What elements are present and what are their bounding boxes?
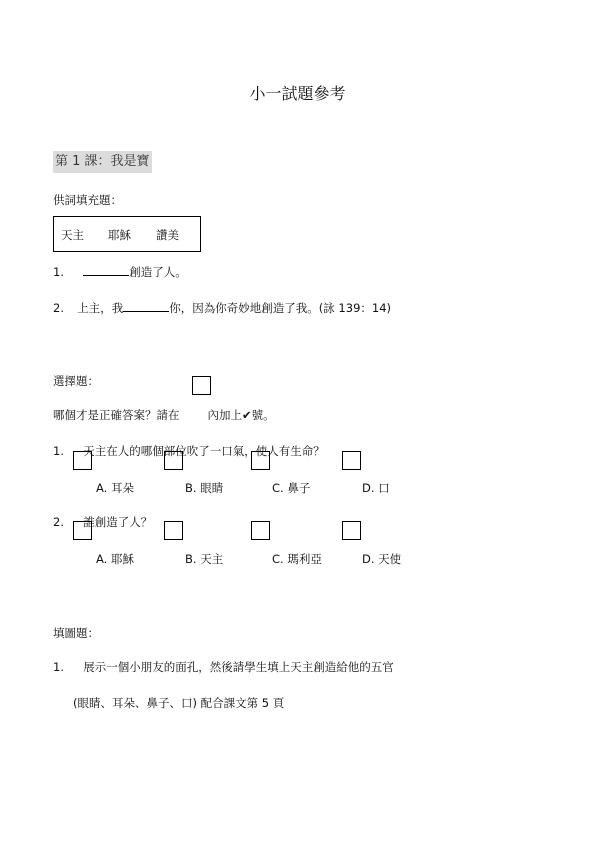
question-number: 1. bbox=[53, 265, 64, 279]
question-text: 展示一個小朋友的面孔，然後請學生填上天主創造給他的五官 bbox=[83, 660, 394, 674]
answer-blank[interactable] bbox=[123, 300, 169, 312]
answer-checkbox[interactable] bbox=[251, 451, 270, 470]
option-label: D. 天使 bbox=[362, 552, 402, 566]
drawing-question-1 bbox=[53, 659, 394, 675]
question-text: 創造了人。 bbox=[129, 265, 187, 279]
question-text: 誰創造了人？ bbox=[83, 515, 153, 529]
answer-checkbox[interactable] bbox=[73, 521, 92, 540]
drawing-note: (眼睛、耳朵、鼻子、口) 配合課文第 5 頁 bbox=[73, 696, 285, 710]
instruction-text: 內加上✔號。 bbox=[207, 408, 275, 422]
choice-question-2 bbox=[53, 514, 152, 530]
option-label: B. 天主 bbox=[185, 552, 224, 566]
answer-checkbox[interactable] bbox=[73, 451, 92, 470]
question-number: 1. bbox=[53, 444, 64, 458]
sample-checkbox bbox=[192, 376, 211, 395]
fill-section-heading: 供詞填充題： bbox=[53, 193, 122, 207]
question-number: 1. bbox=[53, 660, 64, 674]
choice-question-1 bbox=[53, 443, 325, 459]
lesson-heading: 第 1 課：我是寶 bbox=[53, 151, 152, 173]
instruction-text: 哪個才是正確答案？請在 bbox=[53, 408, 180, 422]
drawing-section-heading: 填圖題： bbox=[53, 626, 99, 640]
page-title: 小一試題參考 bbox=[249, 84, 346, 103]
choice-instruction bbox=[53, 407, 275, 423]
answer-checkbox[interactable] bbox=[164, 521, 183, 540]
fill-question-1 bbox=[53, 264, 187, 280]
option-label: A. 耳朵 bbox=[96, 481, 134, 495]
answer-checkbox[interactable] bbox=[251, 521, 270, 540]
option-label: A. 耶穌 bbox=[96, 552, 134, 566]
question-number: 2. bbox=[53, 301, 64, 315]
question-number: 2. bbox=[53, 515, 64, 529]
option-label: D. 口 bbox=[362, 481, 390, 495]
word-bank-item: 耶穌 bbox=[108, 228, 131, 242]
word-bank-item: 讚美 bbox=[156, 228, 179, 242]
word-bank-item: 天主 bbox=[61, 228, 84, 242]
question-text-after: 你，因為你奇妙地創造了我。(詠 139：14) bbox=[169, 301, 392, 315]
answer-blank[interactable] bbox=[83, 264, 129, 276]
question-text-before: 上主，我 bbox=[77, 301, 124, 315]
option-label: B. 眼睛 bbox=[185, 481, 224, 495]
answer-checkbox[interactable] bbox=[164, 451, 183, 470]
option-label: C. 瑪利亞 bbox=[272, 552, 322, 566]
fill-question-2 bbox=[53, 300, 391, 316]
word-bank-box bbox=[53, 216, 201, 252]
option-label: C. 鼻子 bbox=[272, 481, 311, 495]
answer-checkbox[interactable] bbox=[342, 521, 361, 540]
question-text: 天主在人的哪個部位吹了一口氣，使人有生命？ bbox=[83, 444, 325, 458]
answer-checkbox[interactable] bbox=[342, 451, 361, 470]
choice-section-heading: 選擇題： bbox=[53, 374, 99, 388]
